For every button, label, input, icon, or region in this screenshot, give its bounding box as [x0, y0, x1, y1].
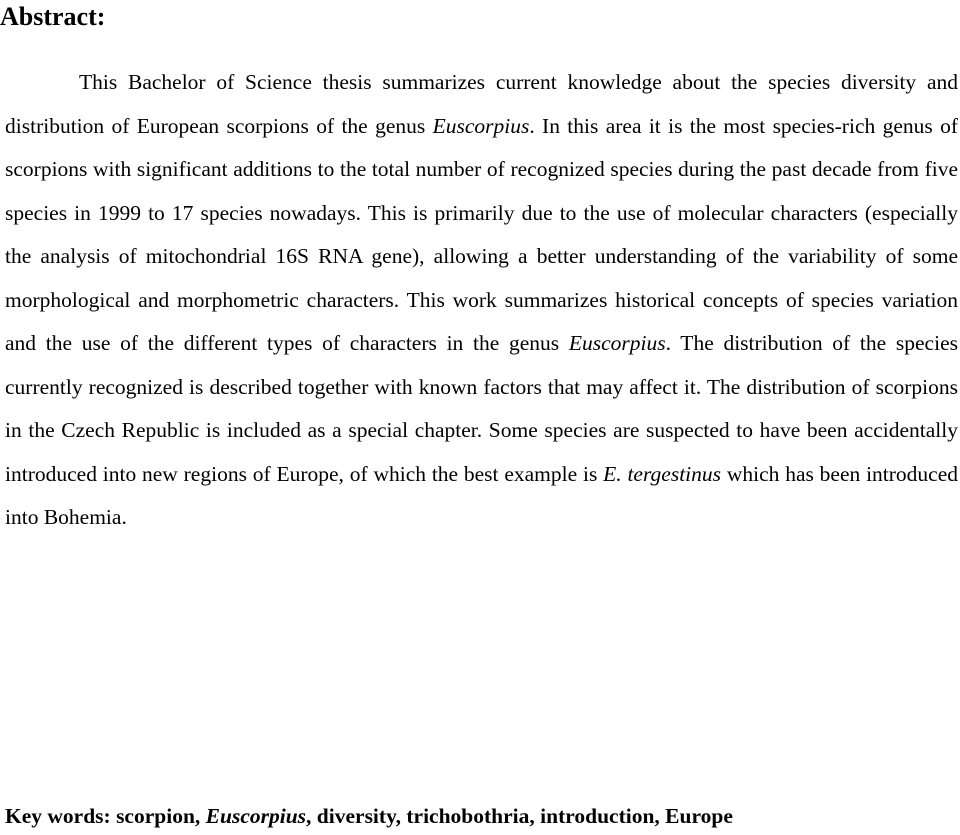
abstract-heading: Abstract:	[0, 2, 106, 31]
keywords-rest: , diversity, trichobothria, introduction, Europe	[306, 804, 733, 828]
genus-name-italic: Euscorpius	[432, 113, 530, 138]
keywords-line	[5, 801, 733, 831]
abstract-text-part4: which has been introduced into Bohemia.	[5, 461, 959, 529]
keywords-label: Key words: scorpion,	[5, 804, 206, 828]
abstract-text-part1: This Bachelor of Science thesis summarizes current knowledge about the species diversity and distribution of European scorpions of the genus	[5, 70, 958, 138]
species-name-italic: E. tergestinus	[603, 461, 722, 486]
keywords-genus-italic: Euscorpius	[205, 804, 307, 828]
genus-name-italic: Euscorpius	[568, 331, 666, 355]
abstract-text-part3: . The distribution of the species currently recognized is described together with known factors that may affect it. The distribution of scorpions in the Czech Republic is included as a special chapter. Some species are suspected to have been accidentally introduced into new regions of Europe, of which the best example is	[5, 331, 958, 486]
abstract-paragraph	[5, 61, 958, 540]
abstract-text-part2: . In this area it is the most species-rich genus of scorpions with significant additions to the total number of recognized species during the past decade from five species in 1999 to 17 species nowadays. This is primarily due to the use of molecular characters (especially the analysis of mitochondrial 16S RNA gene), allowing a better understanding of the variability of some morphological and morphometric characters. This work summarizes historical concepts of species variation and the use of the different types of characters in the genus	[5, 113, 958, 355]
